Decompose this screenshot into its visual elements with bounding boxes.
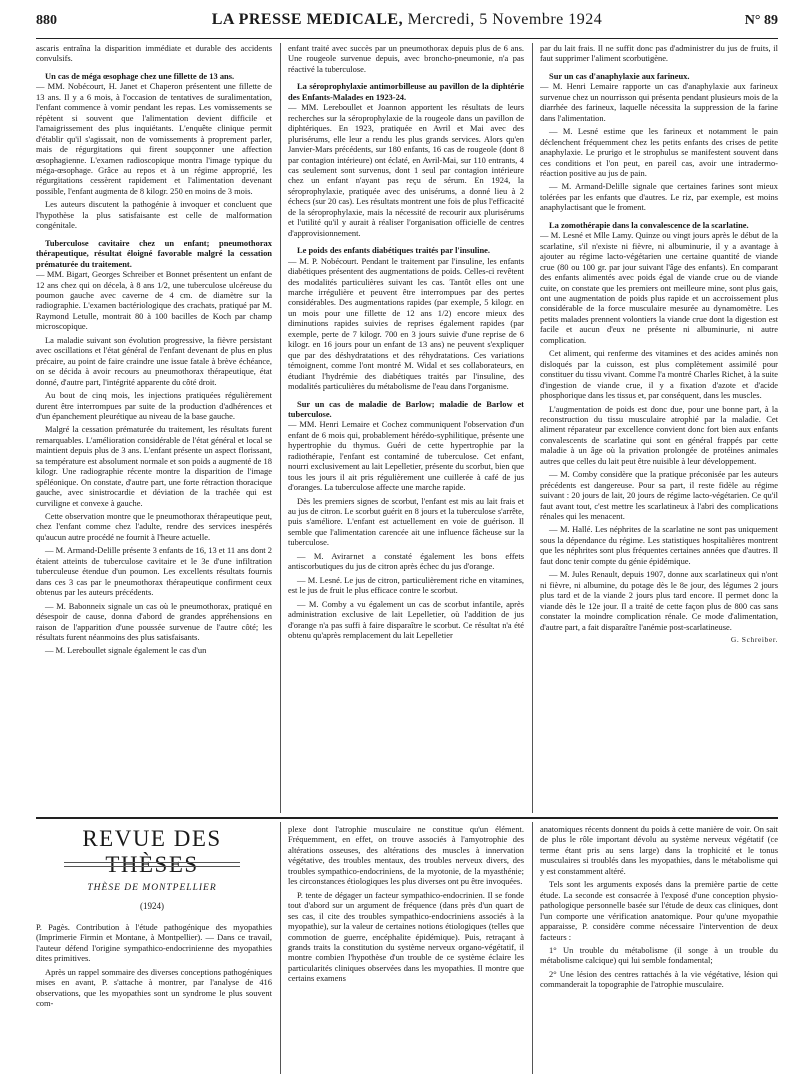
paragraph: anatomiques récents donnent du poids à cette manière de voir. On sait de plus le rôle important dévolu au système nerveux végétatif (ce terme étant pris au sens large) dans la trophicité et le tonus musculaires si troublés dans les myopathies, dans le métabolisme qui y est constamment altéré. bbox=[540, 824, 778, 876]
paragraph: — MM. Bigart, Georges Schreiber et Bonnet présentent un enfant de 12 ans chez qui on décela, à 8 ans 1/2, une tuberculose ulcéreuse du poumon gauche avec caverne de 4 cm. de diamètre sur la radiographie. L'examen bactériologique des crachats, pratiqué par M. Raymond Letulle, montrait 80 à 100 bacilles de Koch par champ microscopique. bbox=[36, 269, 272, 332]
article-heading: Un cas de méga œsophage chez une fillette de 13 ans. bbox=[45, 70, 235, 81]
paragraph: — M. Avirагnet a constaté également les bons effets antiscorbutiques du jus de citron après échec du jus d'orange. bbox=[288, 550, 524, 572]
article-heading: Le poids des enfants diabétiques traités par l'insuline. bbox=[297, 245, 490, 256]
paragraph: Les auteurs discutent la pathogénie à invoquer et concluent que l'hypothèse la plus satisfaisante est celle de malformation congénitale. bbox=[36, 199, 272, 231]
paragraph: Cet aliment, qui renferme des vitamines et des acides aminés non disloqués par la cuisson, est plus complètement assimilé pour constituer du tissu vivant. Comme l'a montré Charles Richet, à la suite d'ingestion de viande crue, il y a fixation d'azote et d'acide phosphorique dans les tissus et, par conséquent, dans les muscles. bbox=[540, 348, 778, 401]
author-signature: G. Schreiber. bbox=[730, 635, 778, 645]
article-heading: Sur un cas de maladie de Barlow; maladie de Barlow et tuberculose. bbox=[288, 398, 524, 419]
column-divider bbox=[532, 43, 533, 813]
header-rule bbox=[36, 38, 778, 39]
issue-date: Mercredi, 5 Novembre 1924 bbox=[403, 11, 603, 28]
issue-number: N° 89 bbox=[744, 13, 778, 28]
paragraph: — M. Lesné. Le jus de citron, particulièrement riche en vitamines, est le jus de fruit le plus efficace contre le scorbut. bbox=[288, 574, 524, 596]
article-heading: Tuberculose cavitaire chez un enfant; pneumothorax thérapeutique, résultat éloigné favorable malgré la cessation prématurée du traitement. bbox=[36, 237, 272, 269]
page-header bbox=[36, 11, 778, 37]
article-heading: Sur un cas d'anaphylaxie aux farineux. bbox=[549, 70, 690, 81]
paragraph: Malgré la cessation prématurée du traitement, les résultats furent remarquables. L'amélioration considérable de l'état général et local se maintient depuis plus de 3 ans. L'enfant présente un aspect florissant, sa température est absolument normale et son poids a augmenté de 18 kilogr. Une radiographie récente montre la disparition de l'image spéléonique. On constate, d'autre part, une forte rétraction thoracique gauche, avec sinistrocardie et déviation de la trachée qui est curviligne et convexe à gauche. bbox=[36, 424, 272, 508]
journal-name: LA PRESSE MEDICALE, bbox=[211, 11, 404, 28]
paragraph: La maladie suivant son évolution progressive, la fièvre persistant avec oscillations et l'état général de l'enfant devenant de plus en plus précaire, au point de faire craindre une issue fatale à brève échéance, on se décida à avoir recours au pneumothorax thérapeutique, état donné, d'autre part, l'intégrité apparente du côté droit. bbox=[36, 334, 272, 387]
paragraph: — M. Hallé. Les néphrites de la scarlatine ne sont pas uniquement sous la dépendance du régime. Les statistiques hospitalières montrent que les néphrites sont plus fréquentes certaines années que d'autres. Il faut donc tenir compte du génie épidémique. bbox=[540, 524, 778, 566]
column-divider bbox=[280, 822, 281, 1074]
article-heading: La séroprophylaxie antimorbilleuse au pavillon de la diphtérie des Enfants-Malades en 1923-24. bbox=[288, 81, 524, 102]
paragraph: — MM. Nobécourt, H. Janet et Chaperon présentent une fillette de 13 ans. Il y a 6 mois, à l'occasion de tentatives de suralimentation, l'enfant commence à vomir pendant les repas. Les vomissements se répètent si souvent que l'alimentation devient difficile et l'amaigrissement des plus inquiétants. L'enquête clinique permit d'établir qu'il s'agissait, non de vomissements à proprement parler, mais de régurgitations qui firent soupçonner une affection œsophagienne. L'examen radioscopique montra l'image typique du méga-œsophage. Grâce au repos et à un régime approprié, les régurgitations cessèrent rapidement et l'alimentation devenant possible, l'enfant augmenta de 8 kilogr. 250 en moins de 3 mois. bbox=[36, 81, 272, 196]
paragraph: L'augmentation de poids est donc due, pour une bonne part, à la reconstruction du tissu musculaire atrophié par la maladie. Cet aliment réparateur par excellence convient donc fort bien aux enfants convalescents de scarlatine qui sont en général frappés par cette maladie à un âge où la privation prolongée de protéines animales autres que celles du lait peut être nuisible à leur développement. bbox=[540, 403, 778, 466]
paragraph: Au bout de cinq mois, les injections pratiquées régulièrement durent être interrompues par suite de la production d'adhérences et d'un épanchement pleurétique au niveau de la base gauche. bbox=[36, 390, 272, 421]
paragraph: — M. Comby a vu également un cas de scorbut infantile, après administration exclusive de lait Lepelletier, où l'addition de jus d'orange n'a pas suffi à faire disparaître le scorbut. Ce résultat n'a été obtenu qu'après remplacement du lait Lepelletier bbox=[288, 598, 524, 641]
paragraph: Tels sont les arguments exposés dans la première partie de cette étude. La seconde est consacrée à l'exposé d'une conception physio-pathologique personnelle basée sur l'étude de deux cas cliniques, dont l'un comporte une vérification anatomique. Pour qu'une myopathie apparaisse, P. considère comme nécessaire l'intervention de deux facteurs : bbox=[540, 879, 778, 942]
paragraph: — M. Armand-Delille signale que certaines farines sont mieux tolérées par les enfants que d'autres. Le riz, par exemple, est moins anaphylactisant que le froment. bbox=[540, 181, 778, 213]
paragraph: par du lait frais. Il ne suffit donc pas d'administrer du jus de fruits, il faut supprimer l'aliment scorbutigène. bbox=[540, 43, 778, 64]
thesis-year: (1924) bbox=[140, 901, 164, 911]
paragraph: enfant traité avec succès par un pneumothorax depuis plus de 6 ans. Une rougeole survenue depuis, avec broncho-pneumonie, n'a pas réactivé la tuberculose. bbox=[288, 43, 524, 74]
thesis-heading: THÈSE DE MONTPELLIER bbox=[87, 883, 217, 893]
article-column-3 bbox=[540, 43, 778, 813]
section-title: REVUE DES THÈSES bbox=[82, 826, 222, 877]
page-number: 880 bbox=[36, 13, 57, 28]
section-rule bbox=[36, 817, 778, 819]
paragraph: 2° Une lésion des centres rattachés à la vie végétative, lésion qui commanderait la topographie de l'atrophie musculaire. bbox=[540, 968, 778, 990]
paragraph: — M. P. Nobécourt. Pendant le traitement par l'insuline, les enfants diabétiques présentent des augmentations de poids. Celles-ci revêtent des modalités particulières suivant les cas. Tantôt elles ont une marche irrégulière et peuvent être interrompues par des pertes considérables. Des augmentations rapides (par exemple, 5 kilogr. en un mois pour une fillette de 12 ans 1/2) encore mieux des diminutions rapides suivies de reprises également rapides (par exemple, perte de 7 kilogr. 700 en 3 jours suivie d'une reprise de 6 kilogr. en 16 jours pour un enfant de 13 ans) ne peuvent s'expliquer que par des déshydratations et des réhydratations. Ces variations témoignent, comme l'ont montré M. Widal et ses collaborateurs, en étudiant l'hydrémie des diabétiques traités par l'insuline, des modalités particulières du métabolisme de l'eau dans l'organisme. bbox=[288, 255, 524, 392]
paragraph: — M. Lesné et Mlle Lamy. Quinze ou vingt jours après le début de la scarlatine, s'il n'existe ni fièvre, ni albuminurie, il y a avantage à ajouter au régime lacto-végétarien une certaine quantité de viande crue (80 ou 100 gr. par jour suivant l'âge des enfants). En comparant des enfants alimentés avec poids égal de viande crue ou de viande cuite, on constate que les premiers ont meilleure mine, sont plus gais, ont une augmentation de poids plus rapide et un accroissement plus considérable de la force musculaire mesurée au dynamomètre. Les petits malades prennent volontiers la viande crue dont la digestion est facile et aucun d'eux ne présente ni albuminurie, ni autre complication. bbox=[540, 230, 778, 345]
article-column-2 bbox=[288, 43, 524, 813]
paragraph: — MM. Henri Lemaire et Cochez communiquent l'observation d'un enfant de 6 mois qui, probablement hérédo-syphilitique, présente une hypertrophie du thymus. Guéri de cette hypertrophie par la radiothérapie, l'enfant est contaminé de tuberculose. Cet enfant, nourri exclusivement au lait Lepelletier, présente du scorbut, bien que tous les jours il ait pris régulièrement une cuillerée à café de jus d'oranges. La tuberculose affecte une marche rapide. bbox=[288, 419, 524, 493]
paragraph: P. Pagès. Contribution à l'étude pathogénique des myopathies (Imprimerie Firmin et Montane, à Montpellier). — Dans ce travail, l'auteur défend l'origine sympathico-endocrinienne des myopathies dites primitives. bbox=[36, 922, 272, 964]
paragraph: — M. Lesné estime que les farineux et notamment le pain déclenchent fréquemment chez les petits enfants des crises de petite anaphylaxie. Le prurigo et le strophulus se manifestent souvent dans ces conditions et l'on peut, en pareil cas, avoir une intradermo-réaction positive au jus de pain. bbox=[540, 126, 778, 178]
title-rule bbox=[64, 862, 240, 863]
paragraph: — M. Armand-Delille présente 3 enfants de 16, 13 et 11 ans dont 2 étaient atteints de tuberculose cavitaire et le 3e d'une infiltration tuberculeuse étendue d'un poumon. Les excellents résultats fournis dans ces 3 cas par le pneumothorax thérapeutique confirment ceux obtenus par les auteurs précédents. bbox=[36, 545, 272, 598]
column-divider bbox=[532, 822, 533, 1074]
paragraph: — M. Henri Lemaire rapporte un cas d'anaphylaxie aux farineux survenue chez un nourrisson qui présenta pendant plusieurs mois de la diarrhée des farineux, laquelle nécessita la suppression de la farine dans l'alimentation. bbox=[540, 81, 778, 123]
thesis-column-1 bbox=[36, 922, 272, 1072]
paragraph: — M. Comby considère que la pratique préconisée par les auteurs précédents est dangereuse. Pour sa part, il reste fidèle au régime suivant : 20 jours de lait, 20 jours de régime lacto-végétarien. Ce qu'il faut avant tout, c'est mettre les scarlatineux à l'abri des complications rénales qui les menacent. bbox=[540, 469, 778, 522]
paragraph: ascaris entraîna la disparition immédiate et durable des accidents convulsifs. bbox=[36, 43, 272, 64]
paragraph: Après un rappel sommaire des diverses conceptions pathogéniques mises en avant, P. s'attache à montrer, par l'analyse de 416 observations, que les myopathies sont un syndrome le plus souvent com- bbox=[36, 966, 272, 1009]
thesis-column-2 bbox=[288, 824, 524, 1074]
paragraph: — M. Babonneix signale un cas où le pneumothorax, pratiqué en désespoir de cause, donna d'abord de grandes appréhensions en raison de l'apparition d'une poussée survenue de l'autre côté; les résultats furent néanmoins des plus satisfaisants. bbox=[36, 600, 272, 643]
article-heading: La zomothérapie dans la convalescence de la scarlatine. bbox=[549, 219, 749, 230]
paragraph: — MM. Lereboullet et Joannon apportent les résultats de leurs recherches sur la séroprophylaxie de la rougeole dans un pavillon de diphtériques. En 1923, pratiquée en Avril et Mai avec des plurisérums, elle leur a rendu les plus grands services. Alors qu'en Janvier-Mars précédents, sur 180 enfants, 16 cas de rougeole (dont 8 par contagion intérieure) ont éclaté, en Avril-Mai, sur 110 entrants, 4 cas seulement sont survenus, dont 1 seul par contagion intérieure chez un enfant n'ayant pas reçu de sérum. En 1924, la séroprophylaxie, pratiquée avec des unisérums, a donné lieu à 2 échecs (sur 20 cas). Les résultats montrent une fois de plus l'efficacité de la séroprophylaxie, mais la nécessité de recourir aux plurisérums et l'utilité qu'il y aurait à réaliser l'organisation officielle de centres d'approvisionnement. bbox=[288, 102, 524, 238]
paragraph: Cette observation montre que le pneumothorax thérapeutique peut, chez l'enfant comme chez l'adulte, rendre des services inespérés qu'aucun autre procédé ne fournit à l'heure actuelle. bbox=[36, 511, 272, 542]
paragraph: P. tente de dégager un facteur sympathico-endocrinien. Il se fonde tout d'abord sur un argument de fréquence (dans près d'un quart de ses cas, il cite des troubles sympathico-endocriniens associés à la myopathie), sur la valeur de certaines notions étiologiques (telles que commotion de guerre, encéphalite épidémique). Puis, retraçant à grands traits la constitution du système nerveux organo-végétatif, il montre combien l'hypothèse d'un trouble de ce système éclaire les particularités cliniques observées dans les myopathies. Il montre que certains examens bbox=[288, 889, 524, 984]
paragraph: — M. Lereboullet signale également le cas d'un bbox=[45, 645, 207, 656]
title-rule bbox=[64, 866, 240, 867]
paragraph: Dès les premiers signes de scorbut, l'enfant est mis au lait frais et au jus de citron. Le scorbut guérit en 8 jours et la tuberculose s'arrête, puis s'améliore. L'enfant est actuellement en voie de guérison. Il semble que l'alimentation carencée ait une influence fâcheuse sur la tuberculose. bbox=[288, 495, 524, 548]
masthead bbox=[36, 11, 778, 29]
article-column-1 bbox=[36, 43, 272, 813]
paragraph: — M. Jules Renault, depuis 1907, donne aux scarlatineux qui n'ont ni fièvre, ni albumine, du potage dès le 8e jour, des légumes 2 jours plus tard et de la viande 2 jours plus tard encore. Il permet donc la viande dès le 12e jour. Il a traité de cette façon plus de 800 cas sans constater la moindre complication rénale. Ce mode d'alimentation, d'autre part, a fait disparaître l'anémie post-scarlatineuse. bbox=[540, 569, 778, 632]
thesis-column-3 bbox=[540, 824, 778, 1074]
paragraph: plexe dont l'atrophie musculaire ne constitue qu'un élément. Fréquemment, en effet, on trouve associés à l'amyotrophie des altérations osseuses, des altérations des muscles à innervation végétative, des troubles mentaux, des troubles nerveux divers, des troubles sympathico-endocriniens, de la myotonie, de la myasthénie; les circonstances étiologiques les plus diverses ont pu être invoquées. bbox=[288, 824, 524, 887]
column-divider bbox=[280, 43, 281, 813]
paragraph: 1° Un trouble du métabolisme (il songe à un trouble du métabolisme calcique) qui lui semble fondamental; bbox=[540, 944, 778, 966]
